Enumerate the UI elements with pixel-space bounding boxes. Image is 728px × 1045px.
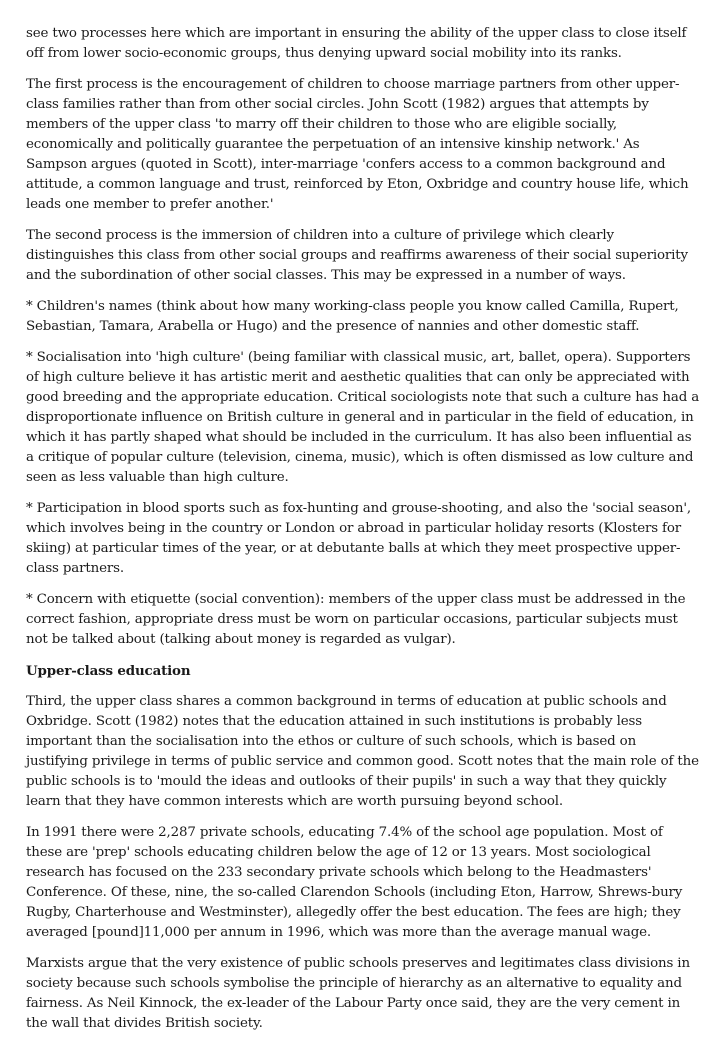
paragraph-second-process: The second process is the immersion of children into a culture of privilege which clearly distinguishes this class from other social groups and reaffirms awareness of their social superiority and the subordination of other social classes. This may be expressed in a number of ways. <box>26 228 688 283</box>
bullet-high-culture: * Socialisation into 'high culture' (being familiar with classical music, art, ballet, opera). Supporters of high culture believe it has artistic merit and aesthetic qualities that can only be appreciated with good breeding and the appropriate education. Critical sociologists note that such a culture has had a disproportionate influence on British culture in general and in particular in the field of education, in which it has partly shaped what should be included in the curriculum. It has also been influential as a critique of popular culture (television, cinema, music), which is often dismissed as low culture and seen as less valuable than high culture. <box>26 350 700 485</box>
paragraph-education: Third, the upper class shares a common background in terms of education at public schools and Oxbridge. Scott (1982) notes that the education attained in such institutions is probably less important than the socialisation into the ethos or culture of such schools, which is based on justifying privilege in terms of public service and common good. Scott notes that the main role of the public schools is to 'mould the ideas and outlooks of their pupils' in such a way that they quickly learn that they have common interests which are worth pursuing beyond school. <box>26 694 699 809</box>
paragraph-marxists: Marxists argue that the very existence of public schools preserves and legitimates class divisions in society because such schools symbolise the principle of hierarchy as an alternative to equality and fairness. As Neil Kinnock, the ex-leader of the Labour Party once said, they are the very cement in the wall that divides British society. <box>26 956 690 1031</box>
section-heading: Upper-class education <box>26 663 191 679</box>
bullet-blood-sports: * Participation in blood sports such as fox-hunting and grouse-shooting, and also the 'social season', which involves being in the country or London or abroad in particular holiday resorts (Klosters for skiing) at particular times of the year, or at debutante balls at which they meet prospective upper-class partners. <box>26 501 691 576</box>
paragraph-private-schools: In 1991 there were 2,287 private schools, educating 7.4% of the school age population. Most of these are 'prep' schools educating children below the age of 12 or 13 years. Most sociological research has focused on the 233 secondary private schools which belong to the Headmasters' Conference. Of these, nine, the so-called Clarendon Schools (including Eton, Harrow, Shrews-bury Rugby, Charterhouse and Westminster), allegedly offer the best education. The fees are high; they averaged [pound]11,000 per annum in 1996, which was more than the average manual wage. <box>26 825 683 940</box>
paragraph-first-process: The first process is the encouragement of children to choose marriage partners from other upper-class families rather than from other social circles. John Scott (1982) argues that attempts by members of the upper class 'to marry off their children to those who are eligible socially, economically and politically guarantee the perpetuation of an intensive kinship network.' As Sampson argues (quoted in Scott), inter-marriage 'confers access to a common background and attitude, a common language and trust, reinforced by Eton, Oxbridge and country house life, which leads one member to prefer another.' <box>26 77 689 212</box>
bullet-etiquette: * Concern with etiquette (social convention): members of the upper class must be addressed in the correct fashion, appropriate dress must be worn on particular occasions, particular subjects must not be talked about (talking about money is regarded as vulgar). <box>26 592 686 647</box>
paragraph-intro: see two processes here which are important in ensuring the ability of the upper class to close itself off from lower socio-economic groups, thus denying upward social mobility into its ranks. <box>26 26 687 61</box>
bullet-childrens-names: * Children's names (think about how many working-class people you know called Camilla, Rupert, Sebastian, Tamara, Arabella or Hugo) and the presence of nannies and other domestic staff. <box>26 299 679 334</box>
document-page <box>26 24 700 1045</box>
